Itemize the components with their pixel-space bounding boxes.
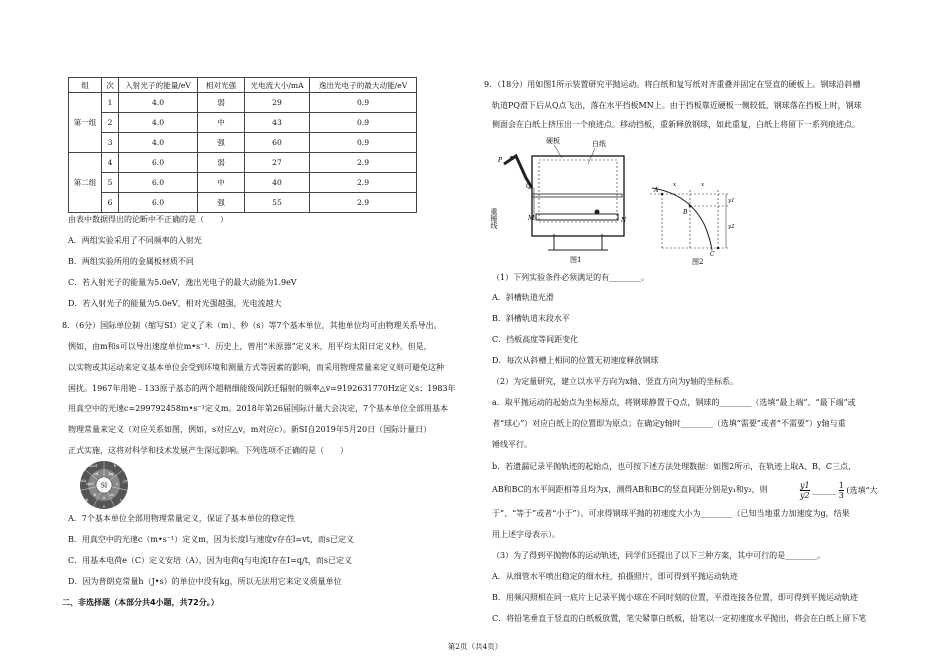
horizontal-bar bbox=[532, 194, 622, 197]
q8-option-d: D．因为普朗克常量h（J•s）的单位中没有kg，所以无法用它来定义质量单位 bbox=[68, 577, 342, 586]
data-table bbox=[68, 77, 417, 213]
q8-option-b: B．用真空中的光速c（m•s⁻¹）定义m，因为长度l与速度v存在l=vt，而s已定义 bbox=[68, 535, 354, 544]
fig2-caption: 图2 bbox=[692, 258, 704, 266]
si-unit-label: m bbox=[110, 492, 114, 497]
fraction-y1-y2 bbox=[800, 481, 810, 500]
q8-line: 以实物或其运动来定义基本单位会受到环境和测量方式等因素的影响，而采用物理常量来定义则可避免这种 bbox=[68, 363, 444, 372]
point-c: C bbox=[710, 251, 715, 258]
q7-option-a: A．两组实验采用了不同频率的入射光 bbox=[68, 236, 202, 245]
table-cell: 0.9 bbox=[310, 93, 417, 113]
steel-ball-icon bbox=[510, 156, 514, 160]
table-cell: 2.9 bbox=[310, 193, 417, 213]
table-cell: 60 bbox=[245, 133, 310, 153]
q9-sub1-option-d: D．每次从斜槽上相同的位置无初速度释放钢球 bbox=[492, 356, 659, 365]
fraction-numerator: 1 bbox=[838, 481, 844, 490]
label-x1: x bbox=[673, 182, 677, 188]
q9-sub2b-line: AB和BC的水平间距相等且均为x，测得AB和BC的竖直间距分别是y₁和y₂，则 bbox=[492, 485, 768, 494]
table-cell: 2.9 bbox=[310, 153, 417, 173]
si-constant-label: e bbox=[102, 503, 106, 509]
si-constant-label: c bbox=[119, 497, 123, 502]
q9-sub3: （3）为了得到平抛物体的运动轨迹，同学们还提出了以下三种方案，其中可行的是________。 bbox=[492, 551, 826, 560]
label-n: N bbox=[621, 217, 627, 224]
q9-sub1-option-c: C．挡板高度等间距变化 bbox=[492, 335, 579, 344]
table-header-cell: 相对光强 bbox=[198, 78, 245, 93]
fraction-one-third bbox=[839, 481, 844, 500]
table-cell: 强 bbox=[198, 133, 245, 153]
point-b: B bbox=[683, 209, 688, 216]
table-cell: 55 bbox=[245, 193, 310, 213]
q8-option-c: C．用基本电荷e（C）定义安培（A），因为电荷q与电流I存在I=q/t，而s已定义 bbox=[68, 556, 353, 565]
hard-board bbox=[532, 156, 624, 236]
table-cell: 6.0 bbox=[119, 193, 198, 213]
si-unit-label: s bbox=[115, 481, 119, 486]
table-cell: 强 bbox=[198, 193, 245, 213]
table-cell: 4.0 bbox=[119, 113, 198, 133]
table-cell: 2.9 bbox=[310, 173, 417, 193]
table-cell: 3 bbox=[102, 133, 119, 153]
ratio-formula bbox=[800, 481, 878, 500]
table-cell: 4.0 bbox=[119, 133, 198, 153]
q9-sub1-option-a: A．斜槽轨道光滑 bbox=[492, 293, 554, 302]
si-unit-label: K bbox=[93, 492, 97, 497]
table-cell: 0.9 bbox=[310, 133, 417, 153]
q9-sub3-option-a: A．从细管水平喷出稳定的细水柱，拍摄照片，即可得到平抛运动轨迹 bbox=[492, 572, 738, 581]
q9-sub2a-line: a．取平抛运动的起始点为坐标原点，将钢球静置于Q点，钢球的________（选填“最上端”、“最下端”或 bbox=[492, 398, 856, 407]
white-paper bbox=[539, 160, 617, 222]
q8-line: 正式实施，这将对科学和技术发展产生深远影响。下列选项不正确的是（ ） bbox=[68, 446, 348, 455]
q8-line: 8．（6分）国际单位制（缩写SI）定义了米（m）、秒（s）等7个基本单位，其他单位均可由物理关系导出。 bbox=[62, 321, 442, 330]
fig1-caption: 图1 bbox=[570, 256, 582, 264]
q9-intro-line: 9．（18分）用如图1所示装置研究平抛运动。将白纸和复写纸对齐重叠并固定在竖直的硬板上。钢球沿斜槽 bbox=[484, 80, 861, 89]
label-q: Q bbox=[526, 183, 531, 190]
si-constant-label: NA bbox=[79, 478, 87, 483]
table-cell: 第二组 bbox=[69, 153, 102, 213]
q7-option-c: C．若入射光子的能量为5.0eV，逸出光电子的最大动能为1.9eV bbox=[68, 278, 297, 287]
baffle-mn bbox=[536, 214, 618, 220]
label-plumb: 重锤线 bbox=[490, 208, 498, 229]
trajectory-curve bbox=[652, 188, 712, 250]
table-row bbox=[69, 193, 417, 213]
q9-intro-line: 侧面会在白纸上挤压出一个痕迹点。移动挡板，重新释放钢球，如此重复，白纸上将留下一系列痕迹点。 bbox=[492, 120, 860, 129]
table-cell: 40 bbox=[245, 173, 310, 193]
label-m: M bbox=[528, 215, 535, 222]
q9-intro-line: 轨道PQ滑下后从Q点飞出，落在水平挡板MN上。由于挡板靠近硬板一侧较低，钢球落在挡板上时，钢球 bbox=[492, 101, 862, 110]
table-cell: 1 bbox=[102, 93, 119, 113]
page-footer: 第2页（共4页） bbox=[447, 642, 503, 651]
table-row bbox=[69, 113, 417, 133]
si-center-label: SI bbox=[100, 482, 108, 490]
table-row bbox=[69, 153, 417, 173]
table-cell: 43 bbox=[245, 113, 310, 133]
table-cell: 27 bbox=[245, 153, 310, 173]
q8-line: 困扰。1967年用铯﹣133原子基态的两个超精细能级间跃迁辐射的频率△v=9192631770Hz定义s；1983年 bbox=[68, 384, 456, 393]
table-cell: 弱 bbox=[198, 153, 245, 173]
table-cell: 弱 bbox=[198, 93, 245, 113]
figure-2-trajectory bbox=[650, 176, 750, 266]
q9-sub2: （2）为定量研究，建立以水平方向为x轴、竖直方向为y轴的坐标系。 bbox=[492, 377, 739, 386]
table-cell: 0.9 bbox=[310, 113, 417, 133]
fraction-numerator: y1 bbox=[800, 481, 810, 490]
table-cell: 中 bbox=[198, 173, 245, 193]
si-unit-label: cd bbox=[93, 471, 99, 476]
fraction-denominator: 3 bbox=[838, 491, 844, 500]
q9-sub2a-line: 者“球心”）对应白纸上的位置即为原点；在确定y轴时________（选填“需要”或者“不需要”）y轴与重 bbox=[492, 419, 846, 428]
table-cell: 6 bbox=[102, 193, 119, 213]
q7-option-d: D．若入射光子的能量为5.0eV，相对光强越强，光电流越大 bbox=[68, 299, 282, 308]
table-row bbox=[69, 133, 417, 153]
table-cell: 6.0 bbox=[119, 173, 198, 193]
point-a: A bbox=[654, 187, 659, 194]
si-units-diagram bbox=[64, 460, 154, 510]
table-header-cell: 逸出光电子的最大动能/eV bbox=[310, 78, 417, 93]
table-header-row bbox=[69, 78, 417, 93]
table-header-cell: 光电流大小/mA bbox=[245, 78, 310, 93]
table-cell: 2 bbox=[102, 113, 119, 133]
answer-blank[interactable]: ______ bbox=[812, 486, 837, 495]
label-board: 硬板 bbox=[546, 137, 560, 145]
label-paper: 白纸 bbox=[592, 140, 606, 148]
q9-sub2b-line: 用上述字母表示）。 bbox=[492, 530, 560, 539]
label-p: P bbox=[498, 157, 503, 164]
q7-option-b: B．两组实验所用的金属板材质不同 bbox=[68, 257, 194, 266]
q8-line: 物理常量来定义（对应关系如图，例如，s对应△v，m对应c）。新SI自2019年5月20日（国际计量日） bbox=[68, 425, 432, 434]
table-row bbox=[69, 93, 417, 113]
table-cell: 4.0 bbox=[119, 93, 198, 113]
q8-option-a: A．7个基本单位全部用物理常量定义，保证了基本单位的稳定性 bbox=[68, 514, 295, 523]
q9-sub2b-line: 于”、“等于”或者“小于”）。可求得钢球平抛的初速度大小为________（已知当地重力加速度为g，结果 bbox=[492, 509, 850, 518]
table-cell: 中 bbox=[198, 113, 245, 133]
table-cell: 4 bbox=[102, 153, 119, 173]
q9-sub3-option-b: B．用频闪照相在同一底片上记录平抛小球在不同时刻的位置，平滑连接各位置，即可得到平抛运动轨迹 bbox=[492, 593, 858, 602]
q9-sub2a-line: 锤线平行。 bbox=[492, 440, 532, 449]
q9-sub1: （1）下列实验条件必须满足的有________。 bbox=[492, 273, 650, 282]
si-unit-label: mol bbox=[86, 481, 94, 486]
q8-line: 例如，由m和s可以导出速度单位m•s⁻¹．历史上，曾用“米原器”定义米，用平均太阳日定义秒。但是， bbox=[68, 342, 432, 351]
si-constant-label: k bbox=[85, 497, 89, 502]
section-title: 二、非选择题（本部分共4小题，共72分。） bbox=[62, 598, 219, 607]
label-y1: y1 bbox=[728, 198, 735, 204]
q9-sub2b-line: b．若遗漏记录平抛轨迹的起始点，也可按下述方法处理数据：如图2所示，在轨迹上取A、B、C三点， bbox=[492, 462, 856, 471]
fraction-denominator: y2 bbox=[800, 491, 810, 500]
si-constant-label: Kcd bbox=[89, 463, 97, 468]
q8-line: 用真空中的光速c=299792458m•s⁻¹定义m。2018年第26届国际计量大会决定，7个基本单位全部用基本 bbox=[68, 404, 449, 413]
table-row bbox=[69, 173, 417, 193]
q9-sub2b-text: (选填“大 bbox=[846, 486, 878, 495]
q9-sub1-option-b: B．斜槽轨道末段水平 bbox=[492, 314, 570, 323]
figure-1-apparatus bbox=[492, 134, 642, 266]
table-cell: 6.0 bbox=[119, 153, 198, 173]
q7-stem: 由表中数据得出的论断中不正确的是（ ） bbox=[68, 215, 228, 224]
si-constant-label: h bbox=[113, 463, 117, 468]
table-header-cell: 入射光子的能量/eV bbox=[119, 78, 198, 93]
table-cell: 29 bbox=[245, 93, 310, 113]
si-unit-label: kg bbox=[108, 471, 114, 476]
table-header-cell: 组 bbox=[69, 78, 102, 93]
q9-sub3-option-c: C．将铅笔垂直于竖直的白纸板放置，笔尖紧靠白纸板，铅笔以一定初速度水平抛出，将会在白纸上留下笔 bbox=[492, 614, 867, 623]
label-x2: x bbox=[701, 182, 705, 188]
label-y2: y2 bbox=[728, 224, 735, 230]
si-constant-label: △v bbox=[122, 478, 128, 483]
si-unit-label: A bbox=[102, 495, 106, 500]
table-header-cell: 次 bbox=[102, 78, 119, 93]
table-cell: 第一组 bbox=[69, 93, 102, 153]
table-cell: 5 bbox=[102, 173, 119, 193]
